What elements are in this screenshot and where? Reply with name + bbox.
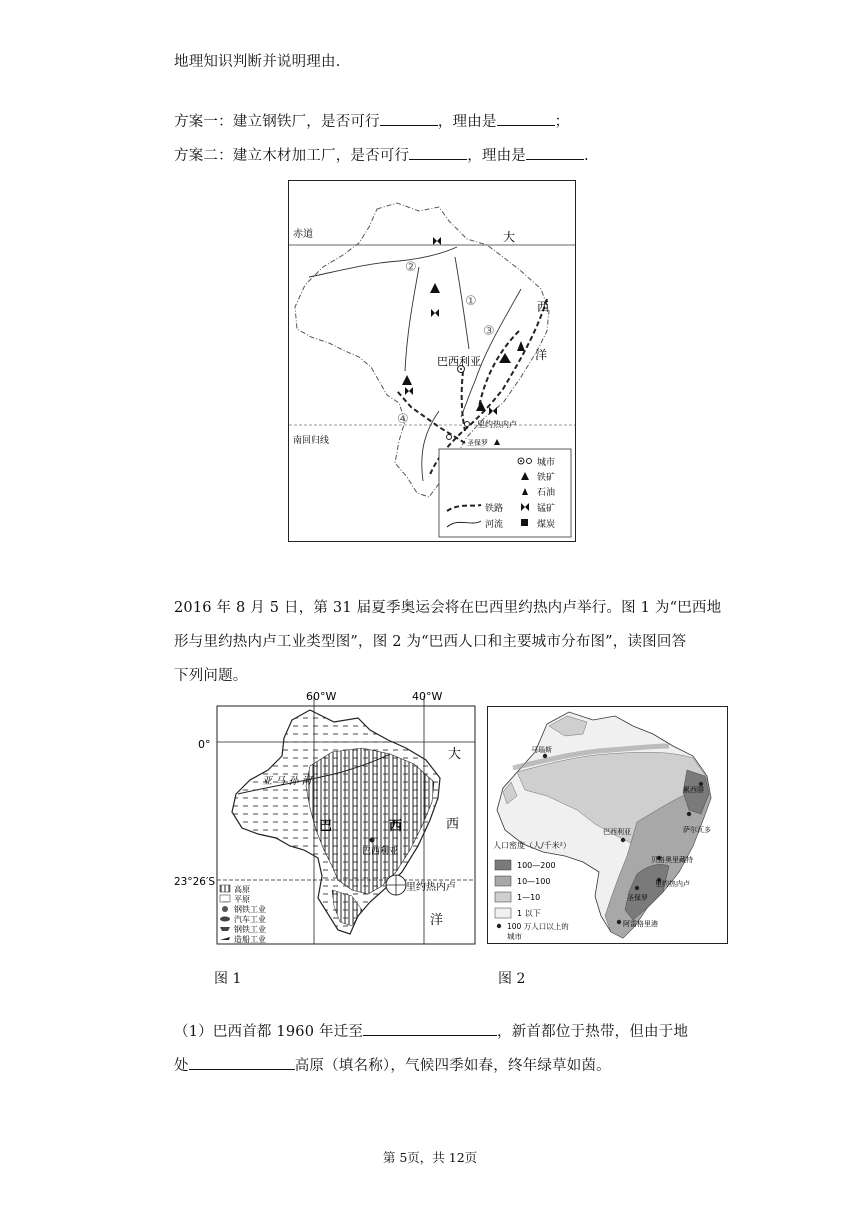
rio-label: 里约热内卢 [655, 880, 690, 888]
marker-1: ① [465, 294, 477, 309]
pa-dot [617, 920, 621, 924]
ba-label: 巴 [319, 819, 333, 834]
question-line: （1）巴西首都 1960 年迁至 ，新首都位于热带，但由于地 [174, 1020, 688, 1041]
ocean-label: 洋 [535, 348, 548, 362]
brasilia-label: 巴西利亚 [603, 828, 631, 836]
saopaulo-label: 圣保罗 [467, 439, 488, 447]
svg-text:铁矿: 铁矿 [537, 473, 556, 483]
svg-text:城市: 城市 [507, 932, 522, 941]
lon40-label: 40°W [412, 690, 443, 703]
plan-two: 方案二：建立木材加工厂，是否可行 ，理由是 . [174, 144, 589, 165]
svg-text:10—100: 10—100 [517, 877, 551, 886]
sp-dot [635, 886, 639, 890]
page-footer: 第 5页，共 12页 [382, 1150, 478, 1165]
marker-2: ② [405, 260, 417, 275]
saopaulo-city-icon [447, 435, 452, 440]
sp-label: 圣保罗 [627, 894, 648, 902]
coal-icon [521, 519, 528, 526]
bh-label: 贝洛奥里藏特 [651, 856, 693, 864]
iron-icon [402, 375, 412, 385]
fig1-caption: 图 1 [214, 971, 242, 987]
tropic-label: 南回归线 [293, 436, 330, 446]
marker-4: ④ [397, 412, 409, 427]
answer-blank[interactable] [497, 111, 555, 126]
fig1-terrain-map [174, 690, 482, 948]
brazil-resource-map [288, 180, 576, 542]
svg-text:石油: 石油 [537, 488, 556, 498]
pa-label: 阿雷格里港 [623, 920, 658, 928]
svg-text:城市: 城市 [537, 458, 556, 468]
iron-icon [499, 353, 511, 363]
rio-label: 里约热内卢 [406, 882, 456, 893]
svg-text:钢铁工业: 钢铁工业 [234, 925, 266, 934]
city-legend-icon [497, 924, 501, 928]
passage-line: 2016 年 8 月 5 日，第 31 届夏季奥运会将在巴西里约热内卢举行。图 1 为“巴西地 [174, 600, 722, 616]
railway [462, 371, 465, 431]
ocean-label: 西 [537, 300, 550, 314]
salvador-label: 萨尔瓦多 [683, 826, 711, 834]
ocean-label: 洋 [430, 913, 444, 928]
svg-text:铁路: 铁路 [485, 504, 504, 514]
rio-label: 里约热内卢 [477, 420, 517, 429]
iron-icon [476, 401, 486, 411]
rio-city-icon [465, 422, 470, 427]
question-line: 处 高原（填名称），气候四季如春，终年绿草如茵。 [174, 1054, 611, 1075]
manganese-icon [431, 309, 439, 317]
brasilia-label: 巴西利亚 [362, 847, 399, 857]
answer-blank[interactable] [409, 145, 467, 160]
lon60-label: 60°W [306, 690, 337, 703]
passage-line: 下列问题。 [174, 668, 248, 684]
svg-text:汽车工业: 汽车工业 [234, 915, 266, 924]
brasilia-label: 巴西利亚 [437, 355, 481, 368]
legend-title: 人口密度（人/千米²） [493, 841, 571, 850]
lat2326-label: 23°26′S [174, 876, 216, 888]
xi-label: 西 [389, 819, 403, 834]
plateau-legend-icon [220, 885, 230, 892]
ocean-label: 西 [446, 817, 460, 832]
iron-icon [517, 341, 525, 351]
svg-text:河流: 河流 [485, 520, 504, 530]
svg-text:1 以下: 1 以下 [517, 909, 541, 918]
iron-icon [430, 283, 440, 293]
svg-text:高原: 高原 [234, 885, 250, 894]
svg-text:钢铁工业: 钢铁工业 [234, 905, 266, 914]
fig2-population-map [487, 706, 729, 946]
svg-text:1—10: 1—10 [517, 893, 541, 902]
brasilia-dot [621, 838, 625, 842]
recife-label: 累西腓 [683, 786, 704, 794]
answer-blank[interactable] [189, 1055, 295, 1070]
manaus-label: 马瑙斯 [531, 746, 552, 754]
intro-line: 地理知识判断并说明理由. [174, 54, 341, 70]
steel-industry-icon [222, 906, 228, 912]
brasilia-dot [370, 838, 375, 843]
amazon-label: 亚 马 孙 河 [262, 776, 312, 787]
brazil-resource-map-svg [289, 181, 575, 541]
svg-text:锰矿: 锰矿 [537, 504, 556, 514]
lat0-label: 0° [198, 738, 211, 751]
marker-3: ③ [483, 324, 495, 339]
answer-blank[interactable] [363, 1021, 497, 1036]
manganese-icon [489, 407, 497, 415]
river [405, 267, 419, 371]
svg-text:100 万人口以上的: 100 万人口以上的 [507, 922, 569, 931]
salvador-dot [687, 812, 691, 816]
answer-blank[interactable] [526, 145, 584, 160]
plan-one: 方案一：建立钢铁厂，是否可行 ，理由是 ； [174, 110, 569, 131]
plain-legend-icon [220, 895, 230, 902]
svg-text:平原: 平原 [234, 895, 250, 904]
passage-line: 形与里约热内卢工业类型图”，图 2 为“巴西人口和主要城市分布图”，读图回答 [174, 634, 687, 650]
svg-text:造船工业: 造船工业 [234, 935, 266, 944]
manaus-dot [543, 754, 547, 758]
auto-industry-icon [220, 917, 230, 922]
fig2-caption: 图 2 [498, 971, 526, 987]
answer-blank[interactable] [380, 111, 438, 126]
ocean-label: 大 [503, 230, 516, 244]
ocean-label: 大 [448, 747, 462, 762]
manganese-icon [433, 237, 441, 245]
oil-icon [494, 439, 500, 445]
svg-text:100—200: 100—200 [517, 861, 556, 870]
svg-text:煤炭: 煤炭 [537, 520, 556, 530]
equator-label: 赤道 [293, 229, 313, 240]
manganese-icon [405, 387, 413, 395]
